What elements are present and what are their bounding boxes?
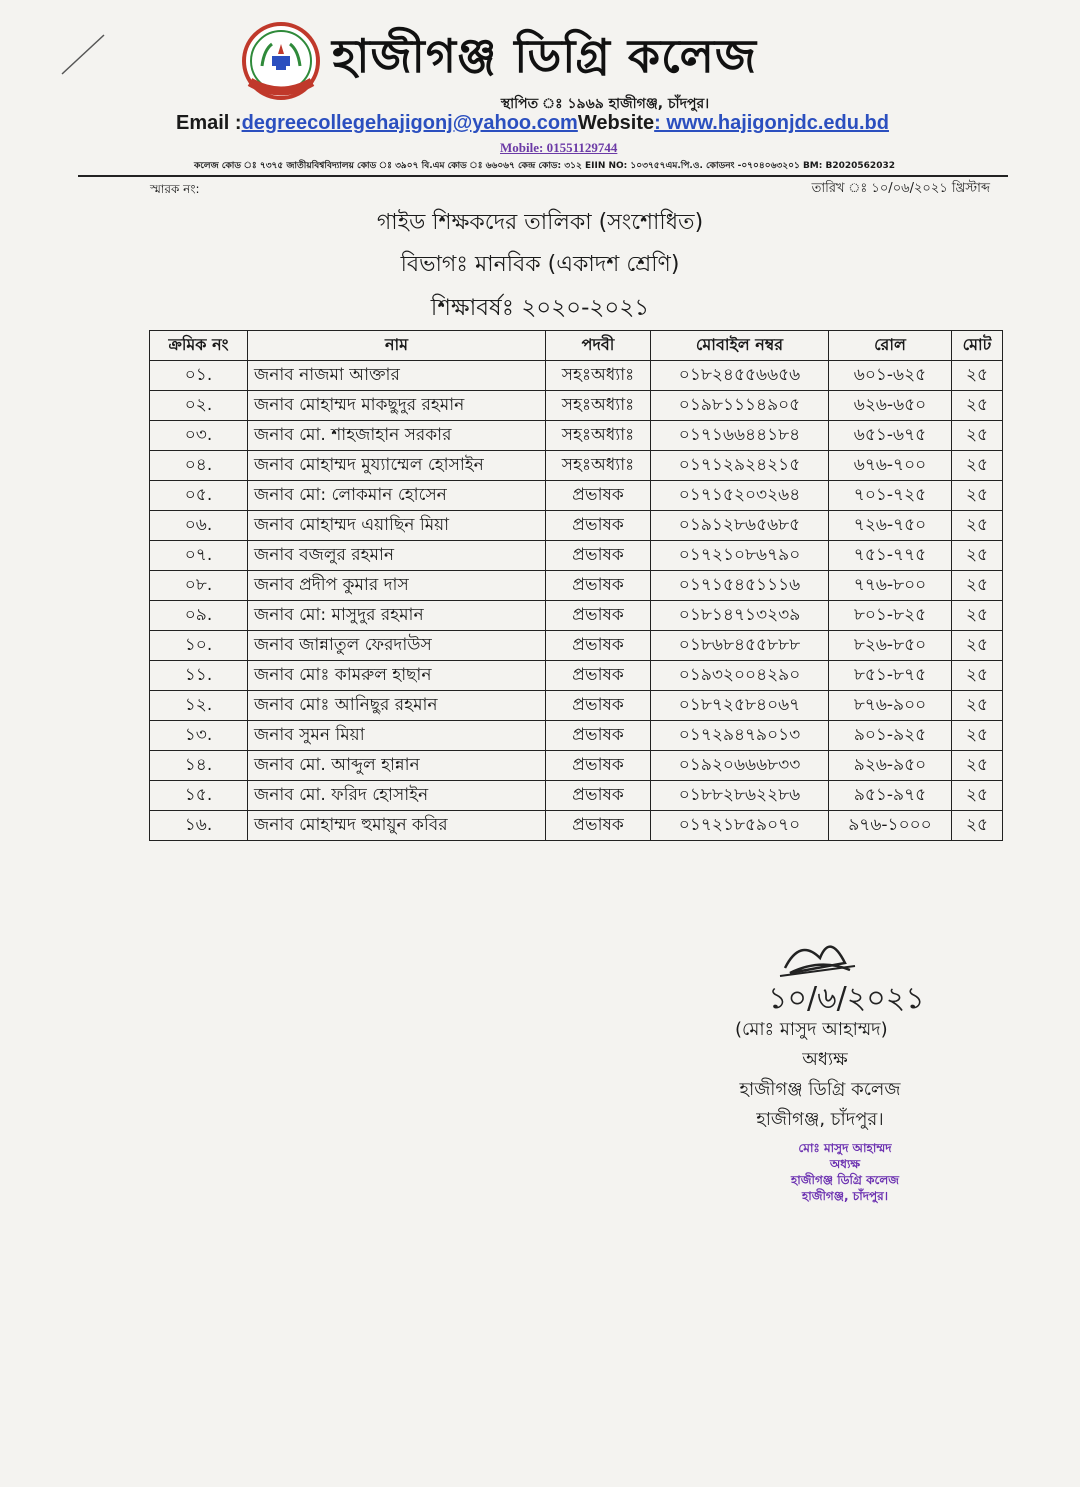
table-row [150, 541, 1003, 571]
cell-name: জনাব মোহাম্মদ এয়াছিন মিয়া [248, 511, 546, 541]
cell-designation: প্রভাষক [546, 601, 651, 631]
cell-name: জনাব মোহাম্মদ মাকছুদুর রহমান [248, 391, 546, 421]
cell-mobile: ০১৭১৫৪৫১১১৬ [651, 571, 829, 601]
cell-total: ২৫ [952, 691, 1003, 721]
cell-name: জনাব মো: লোকমান হোসেন [248, 481, 546, 511]
cell-total: ২৫ [952, 781, 1003, 811]
table-row [150, 451, 1003, 481]
department-title: বিভাগঃ মানবিক (একাদশ শ্রেণি) [400, 252, 680, 277]
principal-location: হাজীগঞ্জ, চাঁদপুর। [756, 1109, 884, 1130]
cell-serial: ১৪. [150, 751, 248, 781]
cell-name: জনাব মো. আব্দুল হান্নান [248, 751, 546, 781]
cell-mobile: ০১৯১২৮৬৫৬৮৫ [651, 511, 829, 541]
cell-serial: ০৯. [150, 601, 248, 631]
seal-name: মোঃ মাসুদ আহাম্মদ [798, 1141, 892, 1155]
cell-serial: ০৩. [150, 421, 248, 451]
cell-roll: ৬৫১-৬৭৫ [829, 421, 952, 451]
cell-serial: ০১. [150, 361, 248, 391]
college-name: হাজীগঞ্জ ডিগ্রি কলেজ [332, 29, 758, 83]
principal-title: অধ্যক্ষ [802, 1049, 848, 1070]
cell-name: জনাব প্রদীপ কুমার দাস [248, 571, 546, 601]
header-mobile: মোবাইল নম্বর [651, 331, 829, 361]
cell-designation: সহঃঅধ্যাঃ [546, 421, 651, 451]
cell-roll: ৮০১-৮২৫ [829, 601, 952, 631]
cell-roll: ৯২৬-৯৫০ [829, 751, 952, 781]
cell-designation: প্রভাষক [546, 481, 651, 511]
contact-line [176, 112, 889, 135]
table-row [150, 811, 1003, 841]
header-divider [78, 175, 1008, 177]
cell-mobile: ০১৭২৯৪৭৯০১৩ [651, 721, 829, 751]
cell-mobile: ০১৭১৫২০৩২৬৪ [651, 481, 829, 511]
table-row [150, 691, 1003, 721]
document-title: গাইড শিক্ষকদের তালিকা (সংশোধিত) [376, 210, 704, 235]
cell-total: ২৫ [952, 571, 1003, 601]
cell-serial: ০৭. [150, 541, 248, 571]
cell-total: ২৫ [952, 361, 1003, 391]
table-row [150, 661, 1003, 691]
cell-total: ২৫ [952, 631, 1003, 661]
table-row [150, 601, 1003, 631]
cell-total: ২৫ [952, 511, 1003, 541]
cell-roll: ৬০১-৬২৫ [829, 361, 952, 391]
signature-date: ১০/৬/২০২১ [768, 981, 925, 1016]
website-label: Website [577, 112, 655, 134]
cell-mobile: ০১৮৮২৮৬২২৮৬ [651, 781, 829, 811]
cell-name: জনাব মোঃ কামরুল হাছান [248, 661, 546, 691]
cell-designation: প্রভাষক [546, 631, 651, 661]
cell-total: ২৫ [952, 481, 1003, 511]
cell-mobile: ০১৯৩২০০৪২৯০ [651, 661, 829, 691]
cell-name: জনাব মো. ফরিদ হোসাইন [248, 781, 546, 811]
cell-roll: ৮৫১-৮৭৫ [829, 661, 952, 691]
cell-serial: ১০. [150, 631, 248, 661]
table-row [150, 631, 1003, 661]
header-roll: রোল [829, 331, 952, 361]
table-row [150, 751, 1003, 781]
cell-serial: ০৫. [150, 481, 248, 511]
cell-designation: প্রভাষক [546, 811, 651, 841]
cell-mobile: ০১৭১৬৬৪৪১৮৪ [651, 421, 829, 451]
cell-name: জনাব মোহাম্মদ হুমায়ুন কবির [248, 811, 546, 841]
cell-mobile: ০১৮৬৮৪৫৫৮৮৮ [651, 631, 829, 661]
cell-designation: প্রভাষক [546, 781, 651, 811]
cell-mobile: ০১৯৮১১১৪৯০৫ [651, 391, 829, 421]
cell-serial: ১১. [150, 661, 248, 691]
cell-designation: সহঃঅধ্যাঃ [546, 361, 651, 391]
official-seal [780, 1140, 910, 1204]
cell-total: ২৫ [952, 421, 1003, 451]
header-serial: ক্রমিক নং [150, 331, 248, 361]
cell-designation: প্রভাষক [546, 661, 651, 691]
college-logo-icon [242, 22, 320, 100]
cell-roll: ৯৭৬-১০০০ [829, 811, 952, 841]
cell-mobile: ০১৭২১০৮৬৭৯০ [651, 541, 829, 571]
cell-roll: ৭২৬-৭৫০ [829, 511, 952, 541]
cell-name: জনাব মোঃ আনিছুর রহমান [248, 691, 546, 721]
cell-total: ২৫ [952, 391, 1003, 421]
cell-total: ২৫ [952, 661, 1003, 691]
cell-name: জনাব মো. শাহজাহান সরকার [248, 421, 546, 451]
table-row [150, 391, 1003, 421]
mobile-number: Mobile: 01551129744 [500, 140, 618, 155]
cell-serial: ০৪. [150, 451, 248, 481]
cell-designation: প্রভাষক [546, 571, 651, 601]
principal-college: হাজীগঞ্জ ডিগ্রি কলেজ [739, 1079, 901, 1100]
cell-designation: সহঃঅধ্যাঃ [546, 451, 651, 481]
seal-title: অধ্যক্ষ [829, 1157, 861, 1171]
seal-location: হাজীগঞ্জ, চাঁদপুর। [801, 1189, 889, 1203]
website-link[interactable]: : www.hajigonjdc.edu.bd [654, 112, 889, 134]
cell-total: ২৫ [952, 601, 1003, 631]
cell-serial: ১৩. [150, 721, 248, 751]
cell-designation: প্রভাষক [546, 511, 651, 541]
cell-mobile: ০১৮২৪৫৫৬৬৫৬ [651, 361, 829, 391]
cell-serial: ০২. [150, 391, 248, 421]
cell-mobile: ০১৮৭২৫৮৪০৬৭ [651, 691, 829, 721]
session-title: শিক্ষাবর্ষঃ ২০২০-২০২১ [430, 295, 650, 321]
cell-roll: ৭৫১-৭৭৫ [829, 541, 952, 571]
table-row [150, 721, 1003, 751]
cell-total: ২৫ [952, 751, 1003, 781]
cell-name: জনাব জান্নাতুল ফেরদাউস [248, 631, 546, 661]
cell-serial: ১৫. [150, 781, 248, 811]
cell-roll: ৭০১-৭২৫ [829, 481, 952, 511]
cell-total: ২৫ [952, 721, 1003, 751]
cell-roll: ৮২৬-৮৫০ [829, 631, 952, 661]
table-body [150, 361, 1003, 841]
table-row [150, 421, 1003, 451]
email-link[interactable]: degreecollegehajigonj@yahoo.com [241, 112, 578, 134]
table-row [150, 481, 1003, 511]
cell-total: ২৫ [952, 811, 1003, 841]
cell-serial: ০৬. [150, 511, 248, 541]
cell-mobile: ০১৭২১৮৫৯০৭০ [651, 811, 829, 841]
cell-name: জনাব সুমন মিয়া [248, 721, 546, 751]
cell-roll: ৬২৬-৬৫০ [829, 391, 952, 421]
cell-roll: ৯৫১-৯৭৫ [829, 781, 952, 811]
memo-number: স্মারক নং: [150, 182, 200, 196]
header-total: মোট [952, 331, 1003, 361]
cell-mobile: ০১৮১৪৭১৩২৩৯ [651, 601, 829, 631]
cell-designation: প্রভাষক [546, 751, 651, 781]
principal-name: (মোঃ মাসুদ আহাম্মদ) [735, 1019, 888, 1040]
table-row [150, 511, 1003, 541]
established-line: স্থাপিত ঃ ১৯৬৯ হাজীগঞ্জ, চাঁদপুর। [500, 96, 710, 112]
cell-serial: ১৬. [150, 811, 248, 841]
institution-codes: কলেজ কোড ঃ ৭৩৭৫ জাতীয়বিশ্ববিদ্যালয় কোড ঃ ৩৯০৭ বি.এম কোড ঃ ৬৬০৬৭ কেন্দ্র কোড: ৩১২ EIIN NO: ১০৩৭৫৭এম.পি.ও. কোডনং -০৭০৪০৬৩২০১ BM: B2020562032 [194, 161, 895, 171]
pen-mark [58, 32, 108, 77]
cell-designation: প্রভাষক [546, 691, 651, 721]
handwritten-signature [760, 928, 1000, 1018]
cell-name: জনাব মো: মাসুদুর রহমান [248, 601, 546, 631]
cell-roll: ৬৭৬-৭০০ [829, 451, 952, 481]
cell-roll: ৮৭৬-৯০০ [829, 691, 952, 721]
seal-college: হাজীগঞ্জ ডিগ্রি কলেজ [790, 1173, 899, 1187]
cell-serial: ০৮. [150, 571, 248, 601]
cell-designation: প্রভাষক [546, 721, 651, 751]
guide-teacher-table [149, 330, 1003, 841]
cell-name: জনাব নাজমা আক্তার [248, 361, 546, 391]
cell-serial: ১২. [150, 691, 248, 721]
document-date: তারিখ ঃ ১০/০৬/২০২১ খ্রিস্টাব্দ [811, 181, 990, 196]
cell-mobile: ০১৭১২৯২৪২১৫ [651, 451, 829, 481]
cell-roll: ৭৭৬-৮০০ [829, 571, 952, 601]
email-label: Email : [176, 112, 242, 134]
table-row [150, 361, 1003, 391]
cell-roll: ৯০১-৯২৫ [829, 721, 952, 751]
cell-name: জনাব মোহাম্মদ মুয্যাম্মেল হোসাইন [248, 451, 546, 481]
cell-total: ২৫ [952, 451, 1003, 481]
header-name: নাম [248, 331, 546, 361]
cell-total: ২৫ [952, 541, 1003, 571]
table-row [150, 571, 1003, 601]
table-header-row [150, 331, 1003, 361]
table-row [150, 781, 1003, 811]
header-designation: পদবী [546, 331, 651, 361]
cell-designation: প্রভাষক [546, 541, 651, 571]
cell-designation: সহঃঅধ্যাঃ [546, 391, 651, 421]
cell-name: জনাব বজলুর রহমান [248, 541, 546, 571]
cell-mobile: ০১৯২০৬৬৬৮৩৩ [651, 751, 829, 781]
